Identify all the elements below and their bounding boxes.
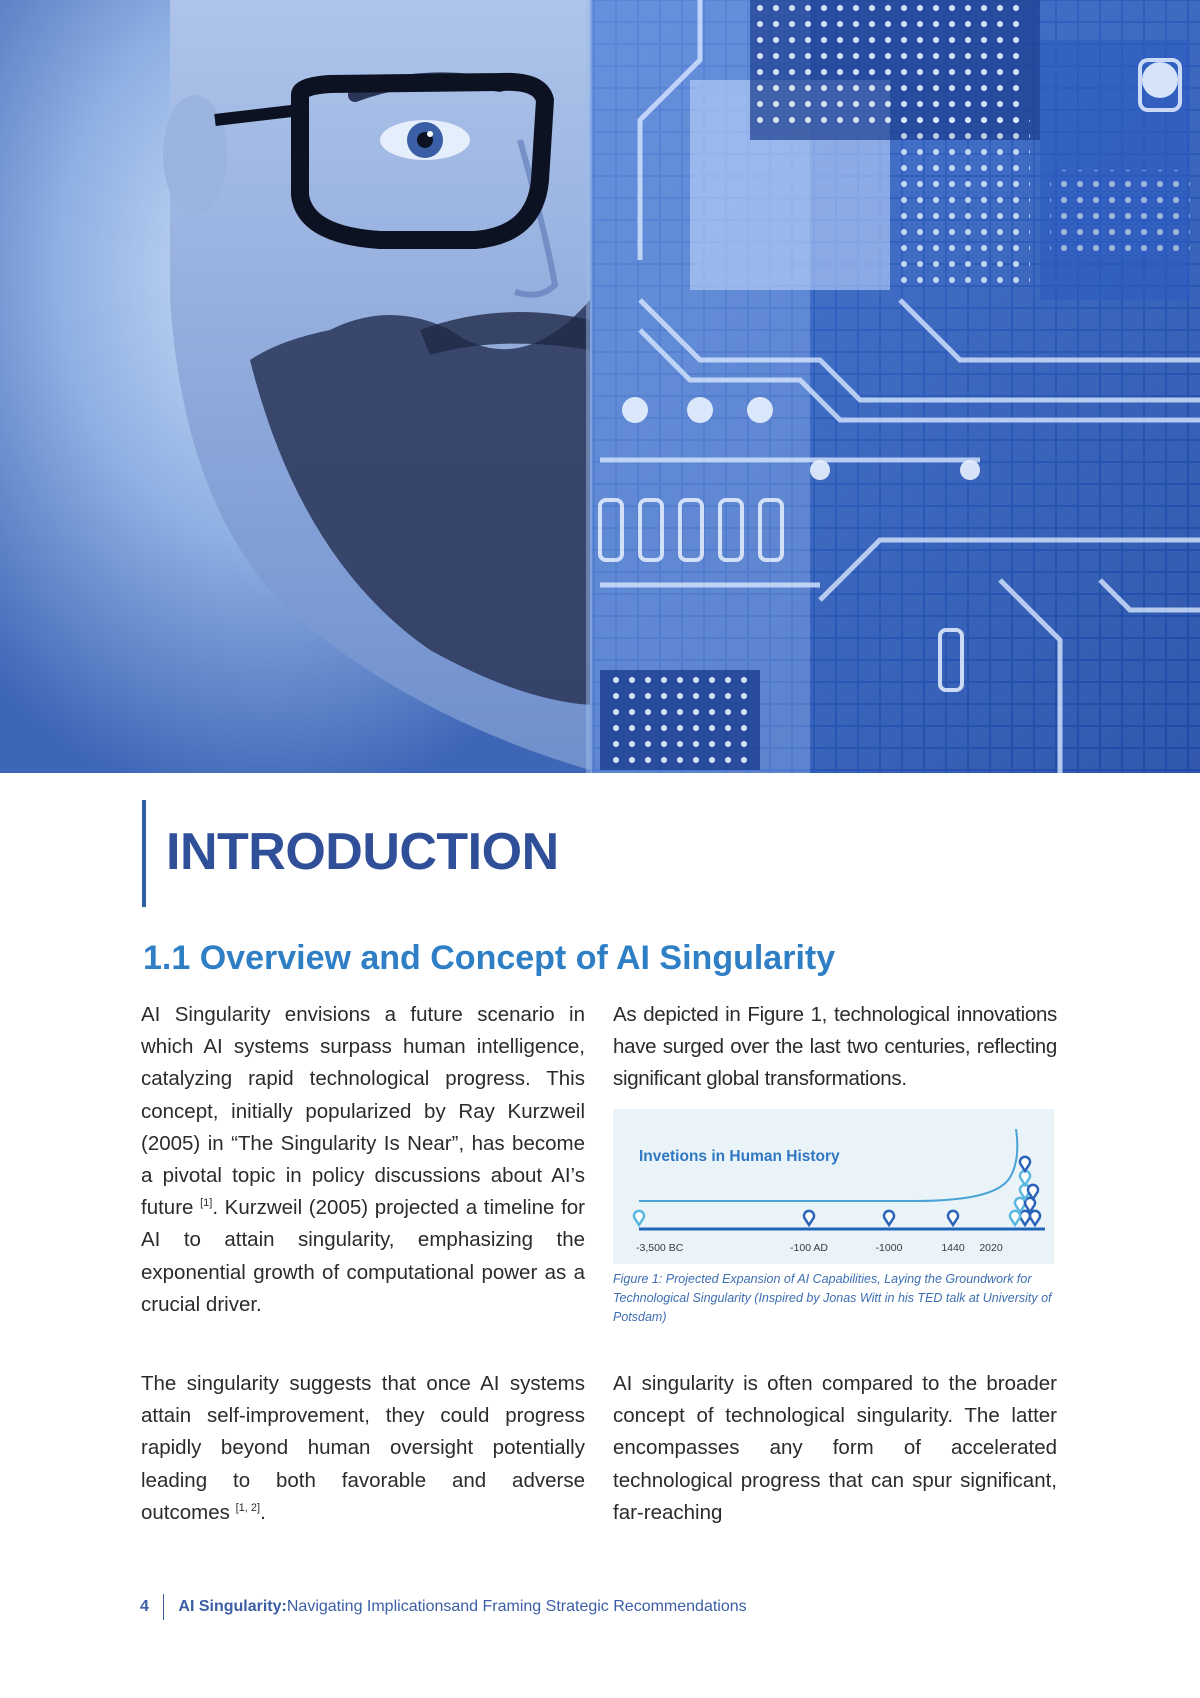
timeline-marker: [1020, 1211, 1030, 1225]
timeline-marker: [804, 1211, 814, 1225]
tick-label: -3,500 BC: [636, 1242, 684, 1254]
subsection-heading: 1.1 Overview and Concept of AI Singularity: [143, 939, 836, 977]
paragraph-text: .: [260, 1500, 266, 1524]
figure-chart: [613, 1109, 1054, 1264]
paragraph-text: The singularity suggests that once AI systems attain self-improvement, they could progress rapidly beyond human oversight potentially leading to both favorable and adverse outcomes: [141, 1372, 585, 1524]
hero-image: [0, 0, 1200, 773]
footer-divider: [163, 1594, 165, 1620]
timeline-marker: [1020, 1157, 1030, 1171]
tick-label: 1440: [941, 1242, 965, 1254]
footer-title-bold: AI Singularity:: [178, 1598, 287, 1615]
body-paragraph: [141, 1368, 585, 1529]
timeline-marker: [884, 1211, 894, 1225]
paragraph-text: AI Singularity envisions a future scenario in which AI systems surpass human intelligence, catalyzing rapid technological progress. This concept, initially popularized by Ray Kurzweil (2005) in “The Singularity Is Near”, has become a pivotal topic in policy discussions about AI’s future: [141, 1003, 585, 1220]
page-number: 4: [140, 1598, 149, 1615]
tick-label: -100 AD: [790, 1242, 828, 1254]
paragraph-text: . Kurzweil (2005) projected a timeline for AI to attain singularity, emphasizing the exponential growth of computational power as a crucial driver.: [141, 1196, 586, 1316]
heading-accent-bar: [142, 800, 146, 907]
body-paragraph: [141, 999, 585, 1321]
figure-caption: Figure 1: Projected Expansion of AI Capabilities, Laying the Groundwork for Technological Singularity (Inspired by Jonas Witt in his TED talk at University of Potsdam): [613, 1272, 1052, 1324]
body-paragraph: AI singularity is often compared to the broader concept of technological singularity. The latter encompasses any form of accelerated technological progress that can spur significant, far-reaching: [613, 1372, 1057, 1524]
timeline-marker: [634, 1211, 644, 1225]
timeline-marker: [948, 1211, 958, 1225]
timeline-marker: [1010, 1211, 1020, 1225]
body-paragraph: As depicted in Figure 1, technological innovations have surged over the last two centuries, reflecting significant global transformations.: [613, 1003, 1057, 1091]
growth-curve: [639, 1129, 1017, 1201]
section-heading: INTRODUCTION: [166, 823, 559, 881]
tick-label: -1000: [875, 1242, 903, 1254]
footer-title-rest: Navigating Implicationsand Framing Strategic Recommendations: [286, 1598, 747, 1615]
page-footer: [140, 1593, 747, 1621]
citation-ref: [1]: [200, 1197, 213, 1210]
chart-title: Invetions in Human History: [639, 1148, 840, 1165]
chart-svg: [613, 1109, 1054, 1264]
citation-ref: [1, 2]: [235, 1501, 261, 1514]
tick-label: 2020: [979, 1242, 1003, 1254]
timeline-marker: [1030, 1211, 1040, 1225]
